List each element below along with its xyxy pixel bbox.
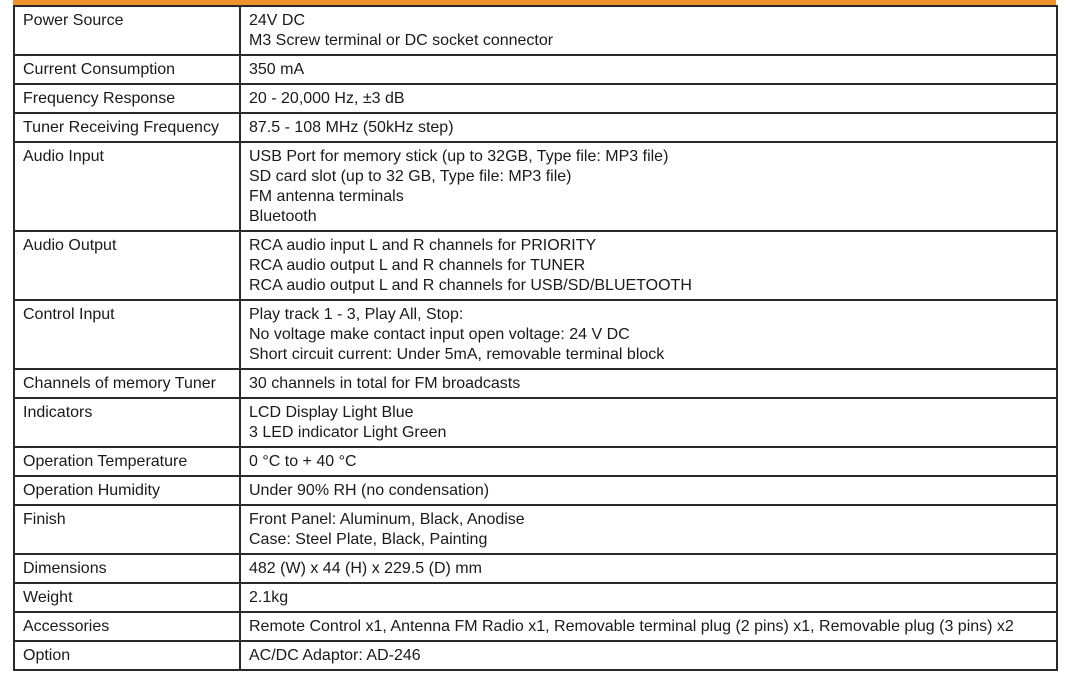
spec-value-line: 3 LED indicator Light Green <box>249 424 447 441</box>
spec-value <box>240 369 1057 398</box>
spec-label: Finish <box>14 505 240 554</box>
table-row <box>14 641 1057 670</box>
table-row <box>14 612 1057 641</box>
spec-label: Option <box>14 641 240 670</box>
spec-value-line: Under 90% RH (no condensation) <box>249 482 490 499</box>
spec-value-line: RCA audio output L and R channels for TUNER <box>249 257 586 274</box>
spec-label: Channels of memory Tuner <box>14 369 240 398</box>
spec-value-line: 20 - 20,000 Hz, ±3 dB <box>249 90 405 107</box>
spec-value-line: LCD Display Light Blue <box>249 404 414 421</box>
spec-label: Current Consumption <box>14 55 240 84</box>
table-row <box>14 583 1057 612</box>
spec-value-line: Case: Steel Plate, Black, Painting <box>249 531 488 548</box>
spec-label: Operation Temperature <box>14 447 240 476</box>
table-row <box>14 369 1057 398</box>
spec-value-line: AC/DC Adaptor: AD-246 <box>249 647 421 664</box>
spec-value-line: Remote Control x1, Antenna FM Radio x1, Removable terminal plug (2 pins) x1, Removable plug (3 pins) x2 <box>249 618 1014 635</box>
spec-value-line: M3 Screw terminal or DC socket connector <box>249 32 554 49</box>
spec-value-line: RCA audio output L and R channels for USB/SD/BLUETOOTH <box>249 277 692 294</box>
spec-value <box>240 398 1057 447</box>
table-row <box>14 55 1057 84</box>
table-row <box>14 505 1057 554</box>
spec-value <box>240 505 1057 554</box>
spec-value-line: 0 °C to + 40 °C <box>249 453 357 470</box>
table-row <box>14 231 1057 300</box>
spec-value-line: 350 mA <box>249 61 305 78</box>
spec-value <box>240 612 1057 641</box>
table-row <box>14 84 1057 113</box>
spec-label: Accessories <box>14 612 240 641</box>
table-row <box>14 113 1057 142</box>
spec-value <box>240 113 1057 142</box>
spec-label: Dimensions <box>14 554 240 583</box>
spec-value-line: Play track 1 - 3, Play All, Stop: <box>249 306 464 323</box>
spec-value <box>240 554 1057 583</box>
spec-label: Control Input <box>14 300 240 369</box>
spec-value-line: SD card slot (up to 32 GB, Type file: MP3 file) <box>249 168 572 185</box>
spec-value <box>240 641 1057 670</box>
spec-table <box>13 5 1058 671</box>
table-row <box>14 300 1057 369</box>
spec-value-line: 482 (W) x 44 (H) x 229.5 (D) mm <box>249 560 482 577</box>
spec-label: Operation Humidity <box>14 476 240 505</box>
spec-value-line: 2.1kg <box>249 589 289 606</box>
spec-value <box>240 84 1057 113</box>
spec-value-line: Front Panel: Aluminum, Black, Anodise <box>249 511 525 528</box>
spec-value-line: Bluetooth <box>249 208 317 225</box>
spec-value <box>240 142 1057 231</box>
spec-value-line: No voltage make contact input open voltage: 24 V DC <box>249 326 630 343</box>
spec-value <box>240 231 1057 300</box>
spec-label: Frequency Response <box>14 84 240 113</box>
spec-label: Indicators <box>14 398 240 447</box>
spec-value-line: Short circuit current: Under 5mA, removable terminal block <box>249 346 665 363</box>
spec-value <box>240 476 1057 505</box>
spec-value <box>240 447 1057 476</box>
spec-label: Power Source <box>14 6 240 55</box>
table-row <box>14 6 1057 55</box>
spec-label: Audio Output <box>14 231 240 300</box>
spec-value <box>240 55 1057 84</box>
spec-value <box>240 300 1057 369</box>
spec-value-line: 30 channels in total for FM broadcasts <box>249 375 521 392</box>
table-row <box>14 554 1057 583</box>
spec-value-line: 87.5 - 108 MHz (50kHz step) <box>249 119 454 136</box>
spec-label: Weight <box>14 583 240 612</box>
spec-value <box>240 6 1057 55</box>
spec-label: Tuner Receiving Frequency <box>14 113 240 142</box>
spec-value-line: RCA audio input L and R channels for PRIORITY <box>249 237 597 254</box>
spec-value-line: FM antenna terminals <box>249 188 404 205</box>
table-row <box>14 398 1057 447</box>
spec-label: Audio Input <box>14 142 240 231</box>
spec-value <box>240 583 1057 612</box>
spec-value-line: 24V DC <box>249 12 306 29</box>
table-row <box>14 447 1057 476</box>
spec-value-line: USB Port for memory stick (up to 32GB, Type file: MP3 file) <box>249 148 669 165</box>
table-row <box>14 142 1057 231</box>
table-row <box>14 476 1057 505</box>
